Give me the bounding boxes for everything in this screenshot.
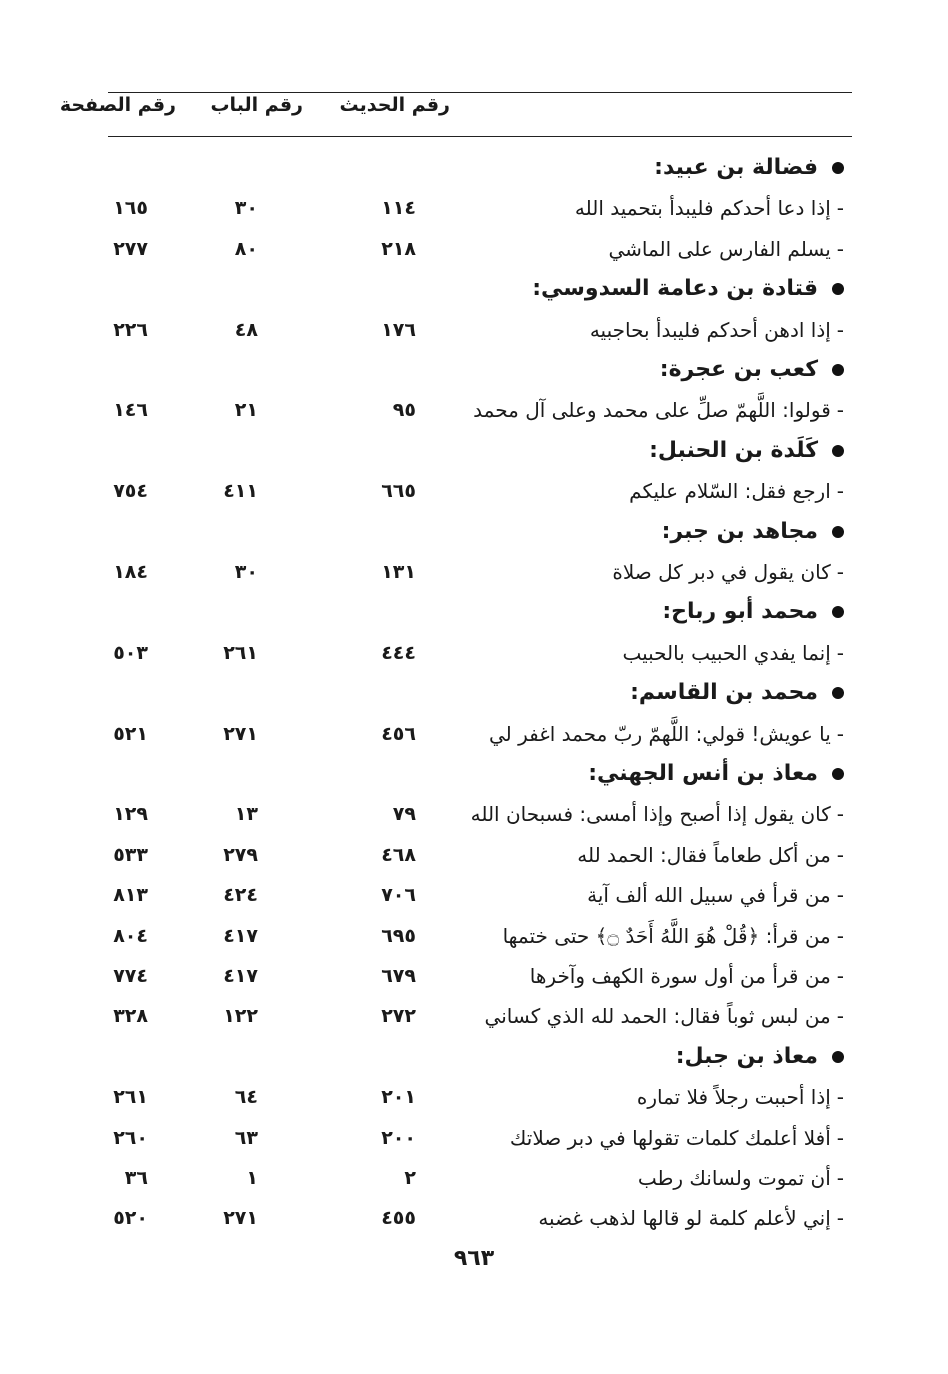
hadith-entry (0, 956, 948, 996)
bullet-icon (832, 162, 844, 174)
narrator-heading (0, 673, 948, 713)
hadith-text: يسلم الفارس على الماشي (608, 236, 831, 261)
hadith-entry (0, 1198, 948, 1238)
dash-marker: - (836, 964, 844, 988)
chapter-number: ٤١٧ (223, 965, 258, 987)
header-page-number: رقم الصفحة (59, 94, 176, 116)
page-number-cell: ٢٦٠ (113, 1126, 148, 1149)
hadith-number: ٢٠١ (381, 1086, 416, 1109)
bullet-icon (832, 364, 844, 376)
dash-marker: - (836, 196, 844, 221)
narrator-name: كَلَدة بن الحنبل: (649, 437, 818, 463)
narrator-name: قتادة بن دعامة السدوسي: (532, 276, 818, 302)
hadith-number: ٦٦٥ (381, 480, 416, 503)
page-number-cell: ٨٠٤ (113, 924, 148, 947)
dash-marker: - (836, 1166, 844, 1190)
dash-marker: - (836, 842, 844, 867)
dash-marker: - (836, 1085, 844, 1110)
chapter-number: ١٢٢ (223, 1005, 258, 1028)
narrator-heading (0, 1037, 948, 1077)
hadith-text: كان يقول في دبر كل صلاة (612, 560, 831, 584)
hadith-number: ١٧٦ (381, 318, 416, 341)
page-number-cell: ٥٣٣ (113, 843, 148, 866)
narrator-heading (0, 592, 948, 632)
hadith-text: إذا أحببت رجلاً فلا تماره (636, 1085, 831, 1110)
page-number-cell: ٨١٣ (113, 884, 148, 907)
chapter-number: ٤١١ (223, 480, 258, 503)
hadith-number: ١١٤ (381, 197, 416, 220)
hadith-text: إنما يفدي الحبيب بالحبيب (622, 640, 831, 665)
hadith-entry (0, 310, 948, 350)
narrator-name: محمد بن القاسم: (630, 680, 818, 706)
hadith-entry (0, 471, 948, 511)
hadith-number: ٤٥٦ (381, 722, 416, 745)
hadith-number: ٩٥ (392, 399, 416, 422)
narrator-name: معاذ بن جبل: (675, 1043, 818, 1069)
narrator-name: محمد أبو رباح: (662, 599, 818, 625)
page-number: ٩٦٣ (453, 1246, 495, 1271)
dash-marker: - (836, 1125, 844, 1150)
hadith-number: ٤٥٥ (381, 1207, 416, 1230)
page-number-cell: ٥٠٣ (113, 641, 148, 664)
hadith-entry (0, 229, 948, 269)
hadith-entry (0, 188, 948, 228)
hadith-entry (0, 390, 948, 430)
hadith-entry (0, 794, 948, 834)
bullet-icon (832, 687, 844, 699)
page-number-cell: ١٤٦ (113, 399, 148, 422)
chapter-number: ٦٤ (234, 1086, 258, 1109)
page-number-cell: ٧٥٤ (113, 480, 148, 503)
chapter-number: ٣٠ (234, 561, 258, 583)
chapter-number: ٦٣ (234, 1126, 258, 1149)
hadith-text: ارجع فقل: السّلام عليكم (629, 479, 831, 504)
narrator-name: مجاهد بن جبر: (661, 518, 818, 544)
hadith-number: ٦٩٥ (381, 924, 416, 947)
hadith-text: من قرأ في سبيل الله ألف آية (587, 883, 831, 908)
chapter-number: ٨٠ (234, 237, 258, 260)
hadith-text: من لبس ثوباً فقال: الحمد لله الذي كساني (484, 1004, 831, 1029)
chapter-number: ٢٧١ (223, 1207, 258, 1230)
chapter-number: ٤١٧ (223, 924, 258, 947)
narrator-heading (0, 512, 948, 552)
bullet-icon (832, 768, 844, 780)
page-number-cell: ٥٢١ (113, 722, 148, 745)
dash-marker: - (836, 1004, 844, 1029)
header-hadith-number: رقم الحديث (339, 94, 450, 116)
narrator-heading (0, 754, 948, 794)
hadith-entry (0, 875, 948, 915)
dash-marker: - (836, 802, 844, 827)
chapter-number: ٢١ (234, 399, 258, 422)
dash-marker: - (836, 721, 844, 746)
hadith-entry (0, 835, 948, 875)
hadith-number: ١٣١ (381, 561, 416, 583)
page-number-cell: ٣٢٨ (113, 1005, 148, 1028)
hadith-text: من قرأ: ﴿قُلْ هُوَ اللَّهُ أَحَدٌ ۝﴾ حتى ختمها (502, 923, 831, 948)
page-number-cell: ٢٧٧ (113, 237, 148, 260)
hadith-entry (0, 1158, 948, 1198)
hadith-entry (0, 633, 948, 673)
bullet-icon (832, 445, 844, 457)
chapter-number: ٢٧٩ (223, 843, 258, 866)
hadith-number: ٢٧٢ (381, 1005, 416, 1028)
hadith-entry (0, 996, 948, 1036)
hadith-number: ٧٩ (392, 803, 416, 826)
bullet-icon (832, 526, 844, 538)
chapter-number: ١٣ (234, 803, 258, 826)
page-number-cell: ١٨٤ (113, 561, 148, 583)
chapter-number: ١ (246, 1167, 258, 1189)
page-number-cell: ٥٢٠ (113, 1207, 148, 1230)
hadith-text: إذا ادهن أحدكم فليبدأ بحاجبيه (589, 317, 831, 342)
bullet-icon (832, 1051, 844, 1063)
hadith-number: ٤٦٨ (381, 843, 416, 866)
dash-marker: - (836, 236, 844, 261)
dash-marker: - (836, 398, 844, 423)
dash-marker: - (836, 560, 844, 584)
page-number-cell: ١٢٩ (113, 803, 148, 826)
narrator-heading (0, 269, 948, 309)
page-number-cell: ٢٦١ (113, 1086, 148, 1109)
hadith-number: ٢٠٠ (381, 1126, 416, 1149)
hadith-entry (0, 916, 948, 956)
dash-marker: - (836, 1206, 844, 1231)
hadith-text: أن تموت ولسانك رطب (637, 1166, 831, 1190)
page-number-cell: ٢٢٦ (113, 318, 148, 341)
chapter-number: ٤٨ (234, 318, 258, 341)
hadith-text: من قرأ من أول سورة الكهف وآخرها (529, 964, 831, 988)
narrator-name: كعب بن عجرة: (659, 357, 818, 382)
header-chapter-number: رقم الباب (210, 94, 303, 116)
dash-marker: - (836, 317, 844, 342)
dash-marker: - (836, 479, 844, 504)
hadith-text: إذا دعا أحدكم فليبدأ بتحميد الله (574, 196, 831, 221)
hadith-text: يا عويش! قولي: اللَّهمّ ربّ محمد اغفر لي (488, 721, 831, 746)
hadith-text: إني لأعلم كلمة لو قالها لذهب غضبه (538, 1206, 831, 1231)
narrator-heading (0, 148, 948, 188)
chapter-number: ٤٢٤ (223, 884, 258, 907)
hadith-text: قولوا: اللَّهمّ صلِّ على محمد وعلى آل محمد (473, 398, 831, 423)
bullet-icon (832, 606, 844, 618)
hadith-number: ٢١٨ (381, 237, 416, 260)
hadith-number: ٤٤٤ (381, 641, 416, 664)
bullet-icon (832, 283, 844, 295)
page-number-cell: ١٦٥ (113, 197, 148, 220)
dash-marker: - (836, 923, 844, 948)
chapter-number: ٣٠ (234, 197, 258, 220)
narrator-name: معاذ بن أنس الجهني: (588, 761, 818, 786)
dash-marker: - (836, 640, 844, 665)
hadith-number: ٢ (404, 1167, 416, 1189)
hadith-entry (0, 1118, 948, 1158)
hadith-number: ٧٠٦ (381, 884, 416, 907)
hadith-entry (0, 714, 948, 754)
narrator-heading (0, 350, 948, 390)
hadith-text: أفلا أعلمك كلمات تقولها في دبر صلاتك (509, 1125, 831, 1150)
hadith-text: من أكل طعاماً فقال: الحمد لله (577, 842, 831, 867)
page-number-cell: ٣٦ (124, 1167, 148, 1189)
chapter-number: ٢٧١ (223, 722, 258, 745)
hadith-entry (0, 1077, 948, 1117)
chapter-number: ٢٦١ (223, 641, 258, 664)
hadith-text: كان يقول إذا أصبح وإذا أمسى: فسبحان الله (470, 802, 831, 827)
dash-marker: - (836, 883, 844, 908)
page-number-cell: ٧٧٤ (113, 965, 148, 987)
hadith-entry (0, 552, 948, 592)
narrator-heading (0, 431, 948, 471)
hadith-number: ٦٧٩ (381, 965, 416, 987)
narrator-name: فضالة بن عبيد: (654, 155, 818, 180)
